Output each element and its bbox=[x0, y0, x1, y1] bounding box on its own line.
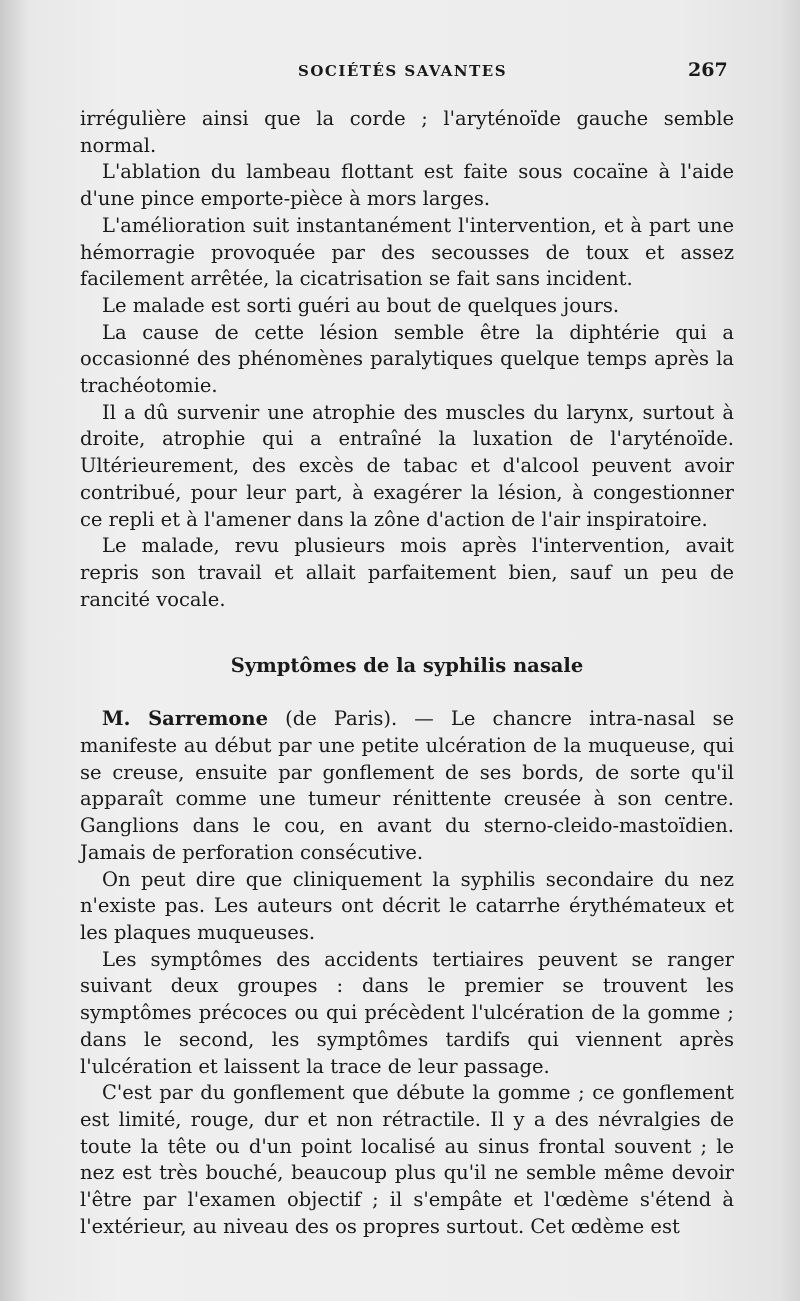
section-title: Symptômes de la syphilis nasale bbox=[230, 654, 584, 678]
section-intro-text: (de Paris). — Le chancre intra-nasal se manifeste au début par une petite ulcération de la muqueuse, qui se creuse, ensuite par gonflement de ses bords, de sorte qu'il apparaît comme une tumeur rénittente creusée à son centre. Ganglions dans le cou, en avant du sterno-cleido-mastoïdien. Jamais de perforation consécutive. bbox=[80, 707, 735, 864]
page-body bbox=[80, 106, 734, 1240]
paragraph: Le malade est sorti guéri au bout de quelques jours. bbox=[102, 293, 620, 317]
paragraph: L'ablation du lambeau flottant est faite sous cocaïne à l'aide d'une pince emporte-pièce à mors larges. bbox=[80, 160, 734, 211]
page-header bbox=[0, 56, 800, 86]
paragraph: irrégulière ainsi que la corde ; l'aryténoïde gauche semble normal. bbox=[80, 107, 734, 157]
paragraph: On peut dire que cliniquement la syphilis secondaire du nez n'existe pas. Les auteurs ont décrit le catarrhe érythémateux et les plaques muqueuses. bbox=[80, 867, 734, 944]
paragraph: L'amélioration suit instantanément l'intervention, et à part une hémorragie provoquée par des secousses de toux et assez facilement arrêtée, la cicatrisation se fait sans incident. bbox=[80, 213, 734, 291]
paragraph: Il a dû survenir une atrophie des muscles du larynx, surtout à droite, atrophie qui a entraîné la luxation de l'aryténoïde. Ultérieurement, des excès de tabac et d'alcool peuvent avoir contribué, pour leur part, à exagérer la lésion, à congestionner ce repli et à l'amener dans la zône d'action de l'air inspiratoire. bbox=[80, 400, 734, 531]
author-name: M. Sarremone bbox=[102, 707, 268, 731]
page-number: 267 bbox=[688, 59, 728, 81]
paragraph: C'est par du gonflement que débute la gomme ; ce gonflement est limité, rouge, dur et non rétractile. Il y a des névralgies de toute la tête ou d'un point localisé au sinus frontal souvent ; le nez est très bouché, beaucoup plus qu'il ne semble même devoir l'être par l'examen objectif ; il s'empâte et l'œdème s'étend à l'extérieur, au niveau des os propres surtout. Cet œdème est bbox=[80, 1081, 734, 1238]
paragraph: La cause de cette lésion semble être la diphtérie qui a occasionné des phénomènes paralytiques quelque temps après la trachéotomie. bbox=[80, 320, 734, 398]
paragraph: Les symptômes des accidents tertiaires peuvent se ranger suivant deux groupes : dans le premier se trouvent les symptômes précoces ou qui précèdent l'ulcération de la gomme ; dans le second, les symptômes tardifs qui viennent après l'ulcération et laissent la trace de leur passage. bbox=[80, 947, 734, 1078]
running-head: SOCIÉTÉS SAVANTES bbox=[298, 62, 508, 80]
section-intro-paragraph bbox=[80, 706, 734, 866]
paragraph: Le malade, revu plusieurs mois après l'intervention, avait repris son travail et allait parfaitement bien, sauf un peu de rancité vocale. bbox=[80, 534, 734, 611]
